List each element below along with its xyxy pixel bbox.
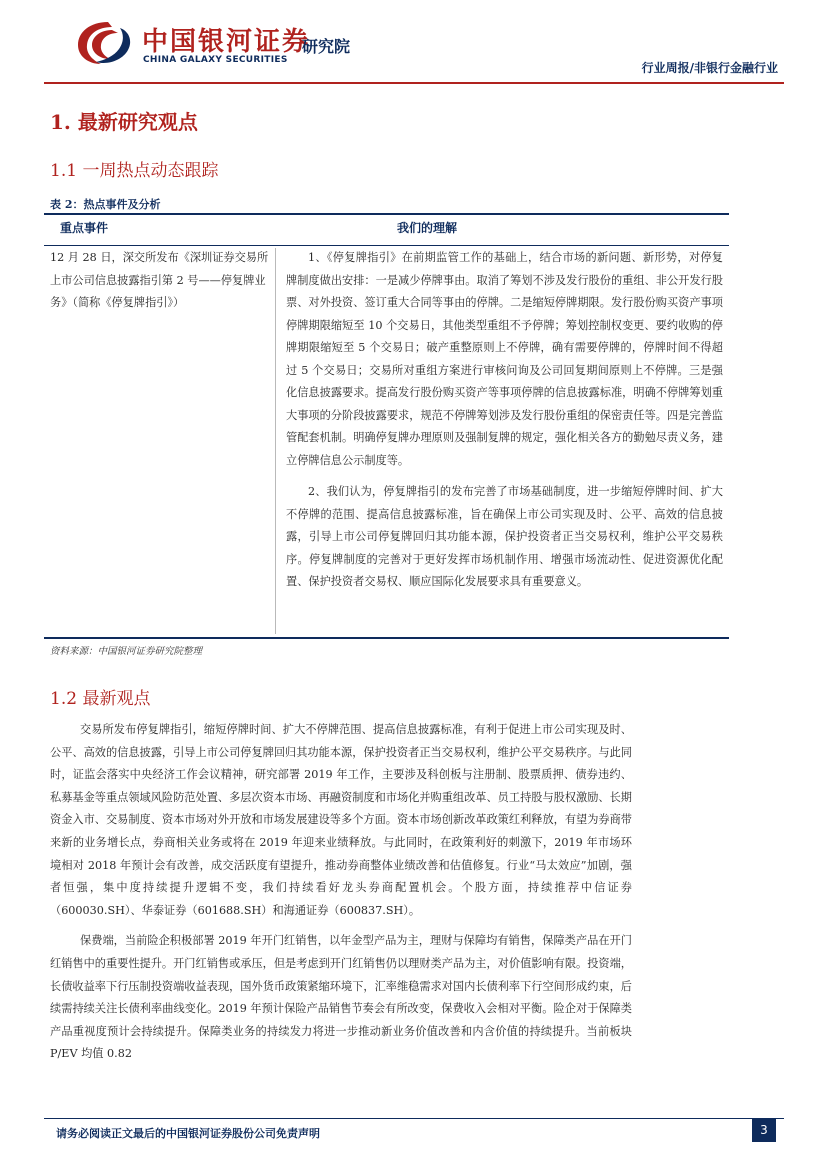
analysis-paragraph: 1、《停复牌指引》在前期监管工作的基础上，结合市场的新问题、新形势，对停复牌制度做出安排：一是减少停牌事由。取消了筹划不涉及发行股份的重组、非公开发行股票、对外投资、签订重大合同等事由的停牌。二是缩短停牌期限。发行股份购买资产事项停牌期限缩短至 10 个交易日，其他类型重组不予停牌；筹划控制权变更、要约收购的停牌期限缩短至 5 个交易日；破产重整原则上不停牌，确有需要停牌的，停牌时间不得超过 5 个交易日；交易所对重组方案进行审核问询及公司回复期间原则上不停牌。三是强化信息披露要求。提高发行股份购买资产等事项停牌的信息披露标准，明确不停牌筹划重大事项的分阶段披露要求，规范不停牌筹划涉及发行股份重组的保密责任等。四是完善监管配套机制。明确停复牌办理原则及强制复牌的规定，强化相关各方的勤勉尽责义务，建立停牌信息公示制度等。	[286, 251, 723, 467]
header-divider	[44, 82, 784, 84]
table-caption: 表 2：热点事件及分析	[50, 198, 161, 211]
logo-chinese-name: 中国银河证券	[142, 27, 311, 57]
section-heading-1-2: 1.2 最新观点	[50, 689, 151, 709]
table-cell-analysis	[286, 247, 723, 594]
table-cell-event: 12 月 28 日，深交所发布《深圳证券交易所上市公司信息披露指引第 2 号——停复牌业务》（简称《停复牌指引》）	[50, 251, 269, 309]
table-top-rule	[44, 213, 729, 215]
table-header-analysis: 我们的理解	[397, 221, 458, 235]
section-heading-1-1: 1.1 一周热点动态跟踪	[50, 161, 219, 181]
table-bottom-rule	[44, 637, 729, 639]
analysis-paragraph: 2、我们认为，停复牌指引的发布完善了市场基础制度，进一步缩短停牌时间、扩大不停牌的范围、提高信息披露标准，旨在确保上市公司实现及时、公平、高效的信息披露，引导上市公司停复牌回归其功能本源，保护投资者正当交易权利，维护公平交易秩序。停复牌制度的完善对于更好发挥市场机制作用、增强市场流动性、促进资源优化配置、保护投资者交易权、顺应国际化发展要求具有重要意义。	[286, 485, 723, 588]
institute-label: 研究院	[302, 37, 351, 56]
table-header-rule	[44, 245, 729, 246]
body-paragraph: 交易所发布停复牌指引，缩短停牌时间、扩大不停牌范围、提高信息披露标准，有利于促进上市公司实现及时、公平、高效的信息披露，引导上市公司停复牌回归其功能本源，保护投资者正当交易权利，维护公平交易秩序。与此同时，证监会落实中央经济工作会议精神，研究部署 2019 年工作，主要涉及科创板与注册制、股票质押、债券违约、私募基金等重点领域风险防范处置、多层次资本市场、再融资制度和市场化并购重组改革、员工持股与股权激励、长期资金入市、交易制度、资本市场对外开放和市场发展建设等多个方面。资本市场创新改革政策红利释放，有望为券商带来新的业务增长点，券商相关业务或将在 2019 年迎来业绩释放。与此同时，在政策利好的刺激下，2019 年市场环境相对 2018 年预计会有改善，成交活跃度有望提升，推动券商整体业绩改善和估值修复。行业“马太效应”加剧，强者恒强，集中度持续提升逻辑不变，我们持续看好龙头券商配置机会。个股方面，持续推荐中信证券（600030.SH）、华泰证券（601688.SH）和海通证券（600837.SH）。	[50, 723, 632, 917]
logo-english-name: CHINA GALAXY SECURITIES	[143, 55, 288, 65]
section-body	[50, 719, 632, 1066]
footer-disclaimer: 请务必阅读正文最后的中国银河证券股份公司免责声明	[56, 1127, 320, 1140]
page-number: 3	[752, 1118, 776, 1142]
galaxy-logo-icon	[74, 18, 134, 68]
table-column-divider	[275, 248, 276, 634]
report-type: 行业周报/非银行金融行业	[641, 61, 778, 75]
body-paragraph: 保费端，当前险企积极部署 2019 年开门红销售，以年金型产品为主，理财与保障均有销售，保障类产品在开门红销售中的重要性提升。开门红销售或承压，但是考虑到开门红销售仍以理财类产品为主，对价值影响有限。投资端，长债收益率下行压制投资端收益表现，国外货币政策紧缩环境下，汇率维稳需求对国内长债利率下行空间形成约束，后续需持续关注长债利率曲线变化。2019 年预计保险产品销售节奏会有所改变，保费收入会相对平衡。险企对于保障类产品重视度预计会持续提升。保障类业务的持续发力将进一步推动新业务价值改善和内含价值的持续提升。当前板块 P/EV 均值 0.82	[50, 934, 632, 1061]
section-heading-1: 1. 最新研究观点	[50, 110, 198, 134]
footer-divider	[44, 1118, 784, 1119]
table-source-note: 资料来源：中国银河证券研究院整理	[50, 646, 203, 657]
table-header-event: 重点事件	[60, 221, 109, 235]
